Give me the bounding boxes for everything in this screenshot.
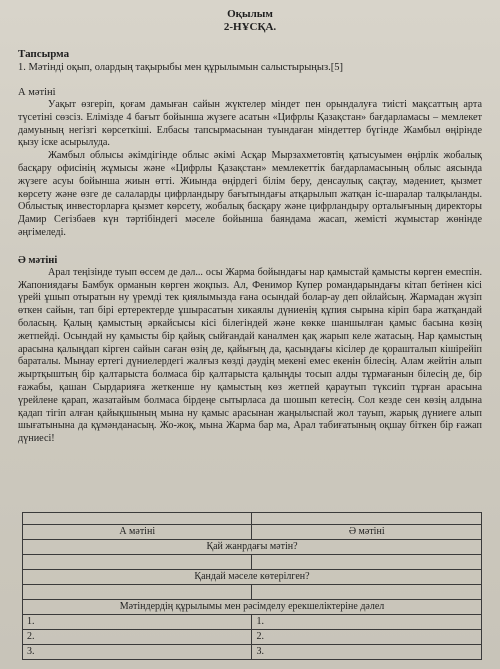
answer-genre-b[interactable]: [252, 555, 482, 570]
answer-structure-a-2[interactable]: 2.: [23, 630, 252, 645]
task-title: Тапсырма: [18, 48, 70, 60]
column-header-a: А мәтіні: [23, 525, 252, 540]
text-a-paragraph-2: Жамбыл облысы әкімдігінде облыс әкімі Асқар Мырзахметовтің қатысуымен өңірлік жобалық басқару офисінің жұмысы және «Цифрлы Қазақстан» мемлекеттік бағдарламасының облыс аясында жүзеге асуы бойынша жиын өтті. Жиында өңірдегі білім беру, денсаулық сақтау, мәдениет, қызмет көрсету және өзге де салаларды цифрландыру бағытындағы атқарылып жатқан іс-шаралар талқыланды. Облыстық инвесторларға қызмет көрсету, жобалық басқару және цифрландыру орталығының директоры Дамир Сегізбаев күн тәртібіндегі мәселе бойынша баяндама жасап, жемісті жұмыстар жөнінде әңгімеледі.: [18, 150, 482, 238]
header-title: Оқылым: [227, 8, 273, 20]
answer-issue-b[interactable]: [252, 585, 482, 600]
column-header-b: Ә мәтіні: [252, 525, 482, 540]
question-structure: Мәтіндердің құрылымы мен рәсімделу ерекшеліктеріне дәлел: [23, 600, 482, 615]
table-answer-row: [23, 615, 482, 630]
answer-structure-a-1[interactable]: 1.: [23, 615, 252, 630]
answer-issue-a[interactable]: [23, 585, 252, 600]
table-answer-row: [23, 630, 482, 645]
table-answer-row: [23, 555, 482, 570]
table-question-row: [23, 570, 482, 585]
answer-structure-b-2[interactable]: 2.: [252, 630, 482, 645]
text-a-paragraph-1: Уақыт өзгеріп, қоғам дамыған сайын жүктелер міндет пен орындалуға тиісті мақсаттың арта түсетіні сөзсіз. Елімізде 4 бағыт бойынша жүзеге асатын «Цифрлы Қазақстан» бағдарламасы – мемлекет дамуының негізгі көрсеткіші. Елбасы тапсырмасынан туындаған міндеттер бүгінде Жамбыл өңірінде қызу іске асырылуда.: [18, 99, 482, 149]
table-question-row: [23, 540, 482, 555]
question-genre: Қай жанрдағы мәтін?: [23, 540, 482, 555]
table-blank-row: [23, 513, 482, 525]
answer-structure-a-3[interactable]: 3.: [23, 645, 252, 660]
table-question-row: [23, 600, 482, 615]
answer-structure-b-3[interactable]: 3.: [252, 645, 482, 660]
task-text: 1. Мәтінді оқып, олардың тақырыбы мен құрылымын салыстырыңыз.[5]: [18, 62, 343, 73]
comparison-table: [22, 512, 482, 660]
answer-structure-b-1[interactable]: 1.: [252, 615, 482, 630]
header-variant: 2-НҰСҚА.: [223, 21, 277, 33]
text-b-paragraph-1: Арал теңізінде туып өссем де дәл... осы Жарма бойындағы нар қамыстай қамысты көрген емеспін. Жапониядағы Бамбук орманын көрген жоқпыз. Ал, Фенимор Купер романдарындағы кітап бетінен кісі үрейі ұшып отыратын ну үремді тек қиялымызда ғана осындай болар-ау деп ойлайсың. Жармадан жүзіп өткен сайын, тап бірі ертеректерде ұшырасатын хикаялы дүниенің құпия сырына кіріп бара жатқандай боласың. Қалың қамыстың әркайсысы кісі білегіндей және көкке шаншылған қамыс басына көзің жетпейді. Осындай ну қамысты бір қайық сыйғандай каналмен қақ жарып келе жатасың. Нар қамыстың арасына қалыңдап кірген сайын саған өзің де, қайығың да, қасыңдағы кісілер де қорашталып кішірейіп бараталы. Мынау ертегі дүниелердегі жалғыз көзді дәудің мекені емес екенін білесің. Алам жейтін алып жыртқыштың бір қалтарыста болмаса бір қалтарыста қалыңды тосып алды тұрмағанын білесің де, бір ғажабы, қашан Сырдарияға жеткенше ну қамыстың көз жетпей қараутып түксиіп тұрған арасына үрейлене қарап, жазатайым болмаса бірдеңе сытырласа да шошып кетесің. Сол кезде сен көзің алдына қадап тігіп алған қайықшының мына ну қамыс арасынан жаңылыспай жол тауып, жарық дүниеге алып шығатынына да құмәнданасың. Жо-жоқ, мына Жарма бар ма, Арал табиғатының оқшау біткен бір ғажап дүниесі!: [18, 266, 482, 445]
table-answer-row: [23, 645, 482, 660]
table-blank-cell: [252, 513, 482, 525]
answer-genre-a[interactable]: [23, 555, 252, 570]
text-a-title: А мәтіні: [18, 87, 56, 98]
table-blank-cell: [23, 513, 252, 525]
text-b-title: Ә мәтіні: [18, 254, 58, 266]
table-header-row: [23, 525, 482, 540]
table-answer-row: [23, 585, 482, 600]
question-issue: Қандай мәселе көтерілген?: [23, 570, 482, 585]
